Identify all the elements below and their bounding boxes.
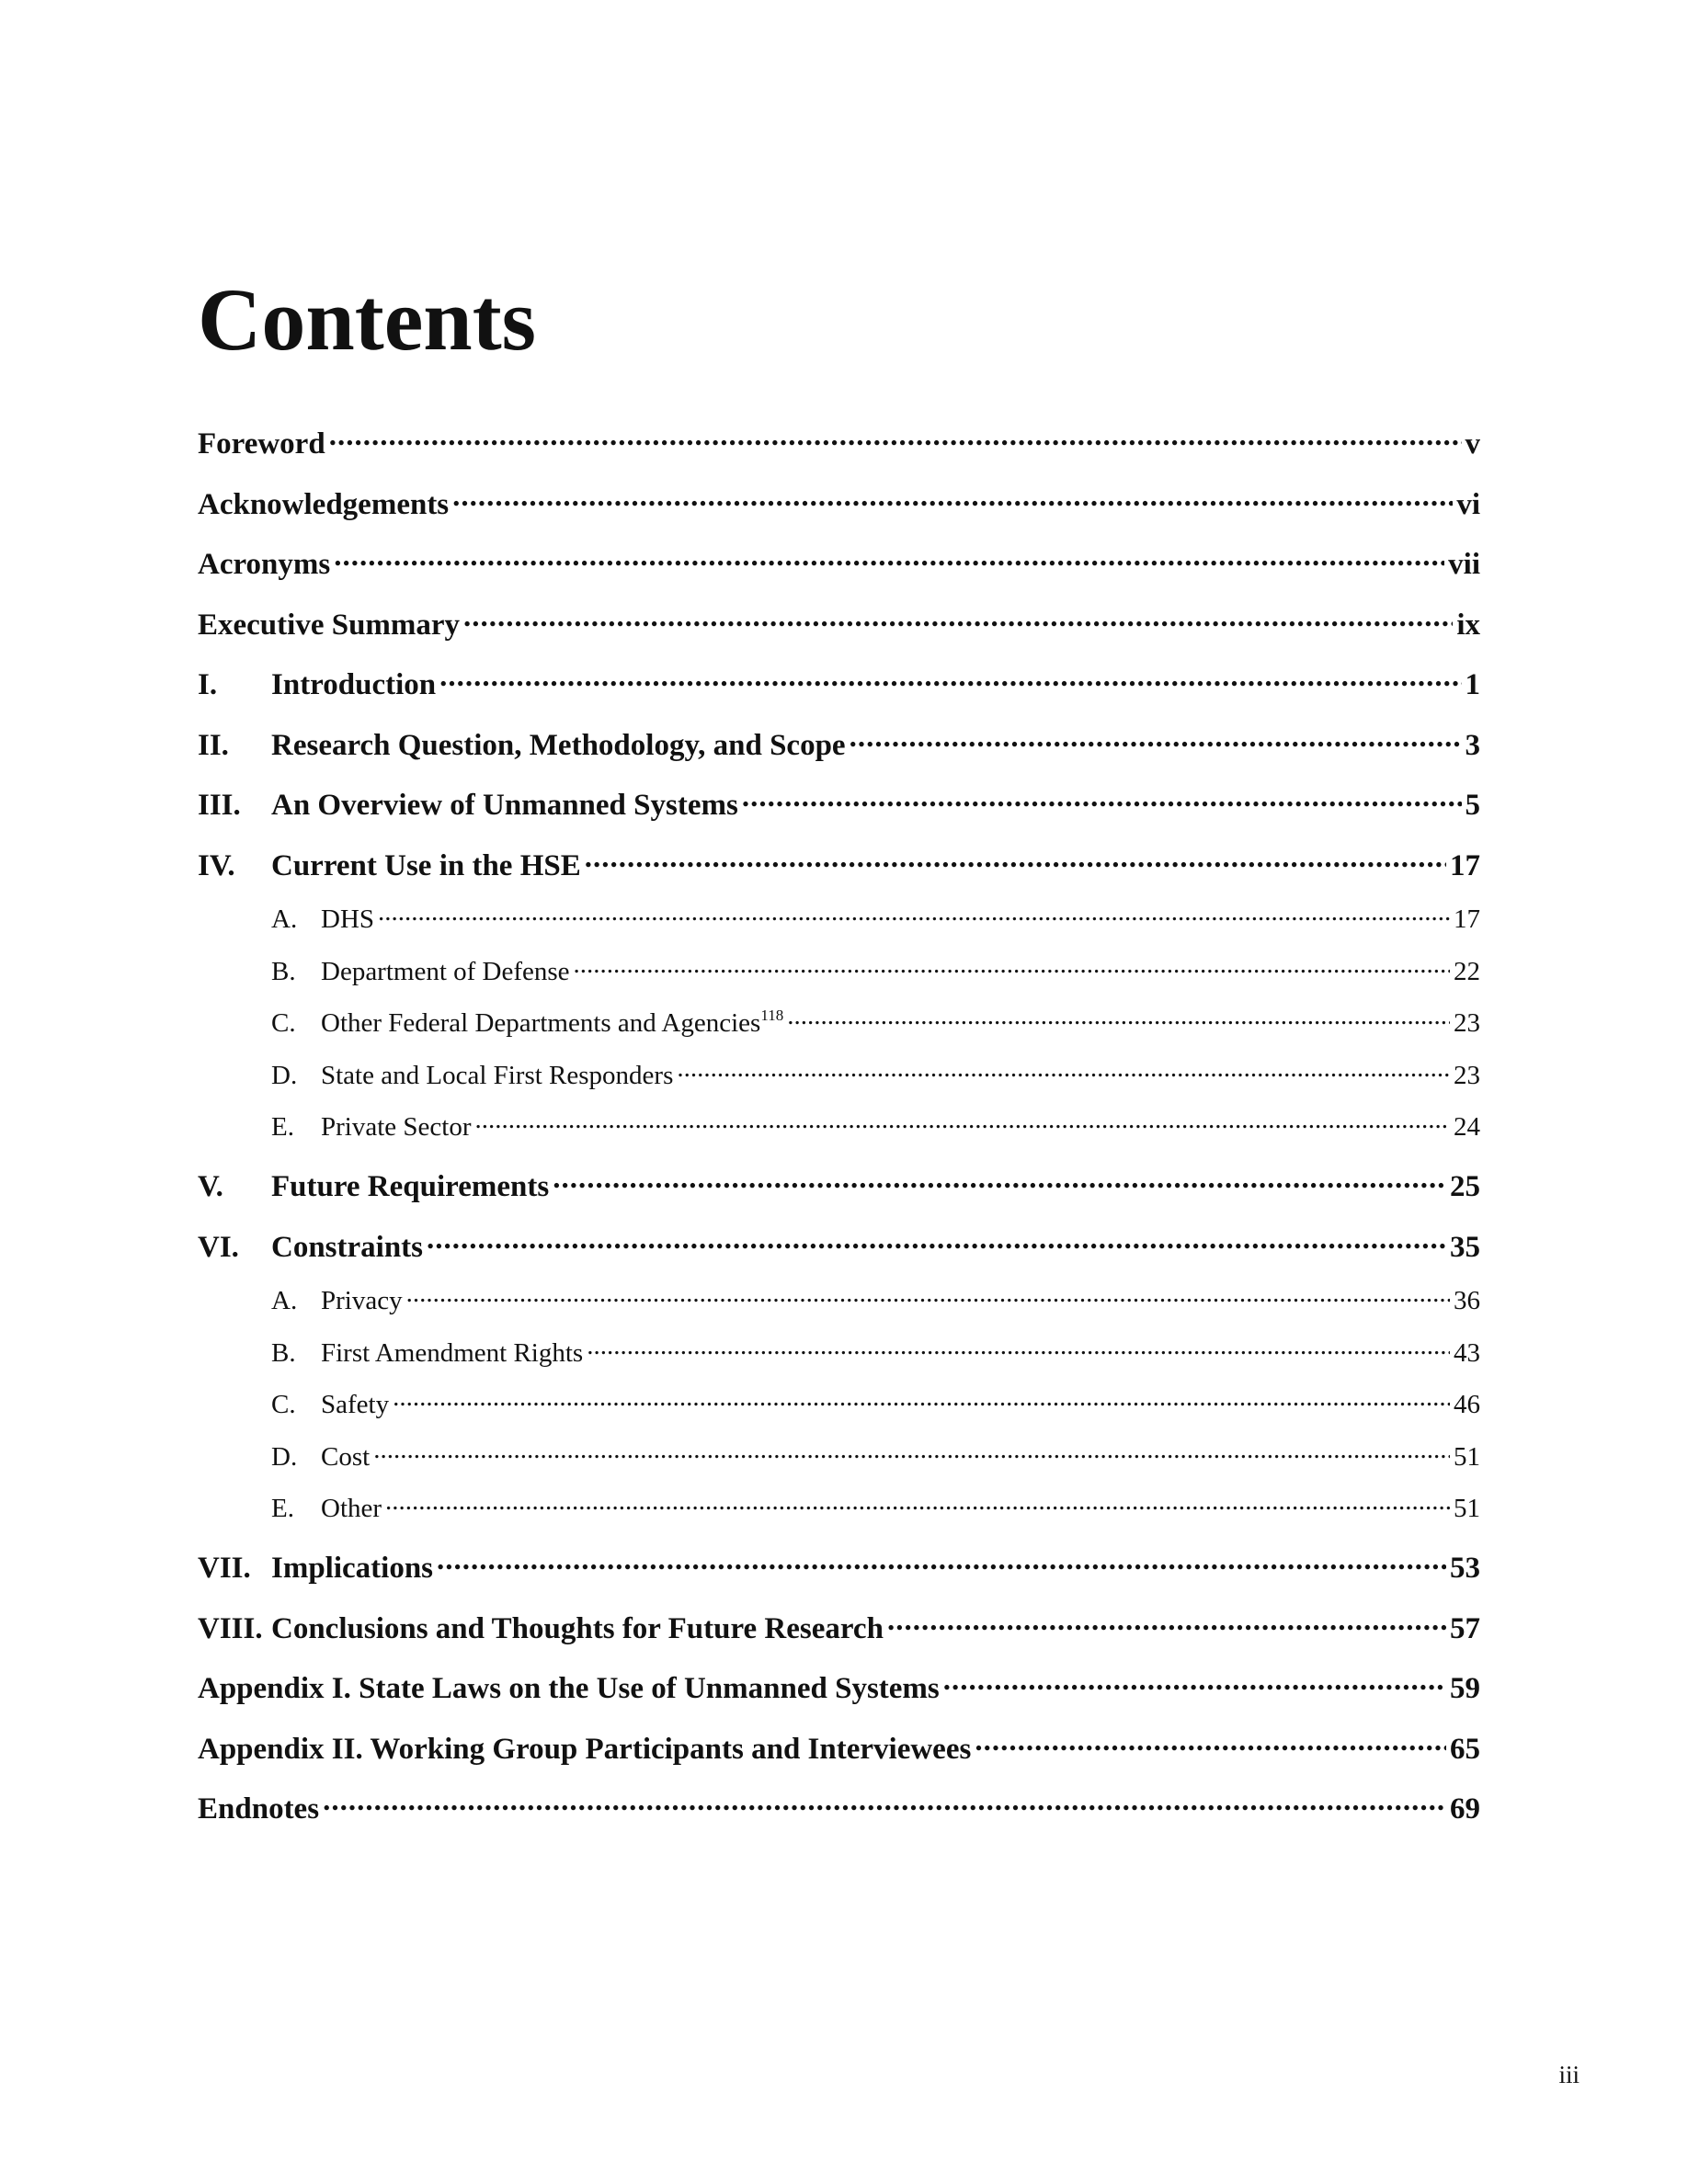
dot-leader: [439, 664, 1461, 694]
dot-leader: [323, 1788, 1446, 1818]
toc-entry-page: vii: [1448, 548, 1480, 581]
toc-entry-page: ix: [1456, 608, 1480, 642]
footnote-reference[interactable]: 118: [760, 1007, 784, 1024]
toc-entry-page: 35: [1450, 1230, 1480, 1264]
toc-entry-label: Acknowledgements: [198, 487, 450, 521]
toc-subentry-letter: D.: [271, 1060, 298, 1090]
dot-leader: [585, 845, 1446, 875]
dot-leader: [437, 1547, 1446, 1577]
toc-entry-label: Executive Summary: [198, 608, 461, 642]
toc-entry-endnotes[interactable]: [198, 1788, 1480, 1848]
toc-entry-page: 53: [1450, 1552, 1480, 1585]
dot-leader: [452, 483, 1453, 514]
toc-entry-page: 5: [1465, 789, 1480, 822]
dot-leader: [887, 1608, 1446, 1638]
toc-subentry-letter: B.: [271, 956, 296, 986]
toc-entry-page: 57: [1450, 1611, 1480, 1645]
toc-subentry-label: Other: [321, 1494, 382, 1523]
toc-entry-number: III.: [198, 789, 241, 822]
toc-entry-label: Introduction: [271, 668, 437, 701]
toc-entry-foreword[interactable]: [198, 423, 1480, 483]
toc-subentry-page: 46: [1454, 1390, 1480, 1419]
toc-entry-appendix-ii[interactable]: [198, 1728, 1480, 1789]
toc-entry-label: Appendix I. State Laws on the Use of Unmanned Systems: [198, 1672, 940, 1705]
toc-subentry-cost[interactable]: [198, 1439, 1480, 1491]
toc-entry-label: Implications: [271, 1552, 434, 1585]
dot-leader: [393, 1386, 1450, 1413]
toc-entry-number: I.: [198, 668, 218, 701]
toc-subentry-label: DHS: [321, 904, 375, 934]
toc-subentry-department-of-defense[interactable]: [198, 953, 1480, 1006]
table-of-contents: [198, 423, 1480, 1848]
toc-subentry-label: [321, 1008, 783, 1039]
toc-entry-page: 59: [1450, 1672, 1480, 1705]
dot-leader: [574, 953, 1450, 980]
toc-entry-page: 17: [1450, 848, 1480, 882]
toc-entry-constraints[interactable]: [198, 1226, 1480, 1287]
toc-subentry-safety[interactable]: [198, 1386, 1480, 1439]
toc-entry-acronyms[interactable]: [198, 543, 1480, 604]
toc-subentry-private-sector[interactable]: [198, 1109, 1480, 1166]
toc-entry-executive-summary[interactable]: [198, 604, 1480, 665]
toc-entry-conclusions[interactable]: [198, 1608, 1480, 1668]
toc-entry-number: V.: [198, 1170, 223, 1203]
toc-entry-page: 69: [1450, 1792, 1480, 1826]
dot-leader: [787, 1005, 1450, 1031]
toc-entry-label: Appendix II. Working Group Participants and Interviewees: [198, 1732, 972, 1766]
toc-subentry-dhs[interactable]: [198, 901, 1480, 953]
toc-entry-label: Research Question, Methodology, and Scope: [271, 728, 846, 762]
toc-subentry-other[interactable]: [198, 1490, 1480, 1547]
toc-subentry-state-local[interactable]: [198, 1057, 1480, 1109]
toc-entry-number: VIII.: [198, 1611, 263, 1645]
toc-entry-future-requirements[interactable]: [198, 1166, 1480, 1226]
dot-leader: [385, 1490, 1450, 1517]
toc-subentry-letter: A.: [271, 904, 298, 934]
toc-entry-introduction[interactable]: [198, 664, 1480, 724]
toc-entry-label: Future Requirements: [271, 1170, 550, 1203]
toc-subentry-label: Private Sector: [321, 1112, 472, 1142]
toc-entry-page: 65: [1450, 1732, 1480, 1766]
dot-leader: [406, 1282, 1450, 1309]
toc-entry-acknowledgements[interactable]: [198, 483, 1480, 544]
toc-entry-page: vi: [1456, 487, 1480, 521]
toc-subentry-letter: A.: [271, 1286, 298, 1315]
toc-subentry-page: 36: [1454, 1286, 1480, 1315]
toc-subentry-label: First Amendment Rights: [321, 1337, 584, 1368]
toc-subentry-other-federal[interactable]: [198, 1005, 1480, 1057]
toc-subentry-letter: D.: [271, 1441, 298, 1472]
dot-leader: [463, 604, 1453, 634]
toc-subentry-label: State and Local First Responders: [321, 1060, 674, 1090]
toc-subentry-letter: E.: [271, 1112, 294, 1142]
toc-subentry-page: 24: [1454, 1112, 1480, 1142]
toc-entry-label: Current Use in the HSE: [271, 848, 581, 882]
toc-subentry-letter: C.: [271, 1390, 296, 1419]
toc-entry-implications[interactable]: [198, 1547, 1480, 1608]
toc-entry-number: VI.: [198, 1230, 239, 1264]
toc-entry-number: VII.: [198, 1552, 251, 1585]
dot-leader: [677, 1057, 1450, 1084]
toc-subentry-label: Safety: [321, 1390, 390, 1419]
toc-entry-label: Foreword: [198, 427, 325, 461]
page-number: iii: [1558, 2061, 1580, 2088]
toc-entry-number: II.: [198, 728, 229, 762]
toc-subentry-label: Cost: [321, 1441, 371, 1472]
toc-subentry-page: 43: [1454, 1337, 1480, 1368]
toc-entry-overview[interactable]: [198, 784, 1480, 845]
toc-entry-label: Conclusions and Thoughts for Future Research: [271, 1611, 884, 1645]
dot-leader: [378, 901, 1450, 927]
toc-entry-page: 25: [1450, 1170, 1480, 1203]
dot-leader: [373, 1439, 1450, 1465]
toc-subentry-page: 22: [1454, 956, 1480, 986]
toc-subentry-page: 23: [1454, 1060, 1480, 1090]
toc-subentry-letter: C.: [271, 1008, 296, 1038]
dot-leader: [850, 724, 1462, 755]
toc-entry-research-question[interactable]: [198, 724, 1480, 785]
dot-leader: [427, 1226, 1446, 1257]
toc-subentry-letter: E.: [271, 1494, 294, 1523]
toc-entry-label: Constraints: [271, 1230, 424, 1264]
dot-leader: [474, 1109, 1450, 1135]
dot-leader: [742, 784, 1462, 814]
toc-entry-appendix-i[interactable]: [198, 1667, 1480, 1728]
toc-subentry-first-amendment[interactable]: [198, 1335, 1480, 1387]
dot-leader: [329, 423, 1462, 453]
dot-leader: [334, 543, 1444, 574]
toc-subentry-label-text: Other Federal Departments and Agencies: [321, 1008, 761, 1038]
dot-leader: [553, 1166, 1446, 1196]
dot-leader: [975, 1728, 1446, 1758]
toc-subentry-privacy[interactable]: [198, 1282, 1480, 1335]
toc-subentry-page: 51: [1454, 1494, 1480, 1523]
toc-entry-page: 1: [1465, 668, 1480, 701]
toc-subentry-letter: B.: [271, 1337, 296, 1368]
toc-entry-label: Endnotes: [198, 1792, 320, 1826]
toc-entry-number: IV.: [198, 848, 235, 882]
toc-subentry-page: 51: [1454, 1441, 1480, 1472]
toc-entry-label: An Overview of Unmanned Systems: [271, 789, 738, 822]
toc-entry-page: v: [1465, 427, 1480, 461]
dot-leader: [943, 1667, 1446, 1698]
toc-subentry-page: 23: [1454, 1008, 1480, 1038]
toc-subentry-label: Department of Defense: [321, 956, 570, 986]
toc-entry-current-use[interactable]: [198, 845, 1480, 905]
toc-entry-label: Acronyms: [198, 548, 331, 581]
toc-subentry-label: Privacy: [321, 1286, 403, 1315]
toc-entry-page: 3: [1465, 728, 1480, 762]
toc-subentry-page: 17: [1454, 904, 1480, 934]
page-title: Contents: [198, 270, 537, 369]
dot-leader: [587, 1335, 1450, 1361]
